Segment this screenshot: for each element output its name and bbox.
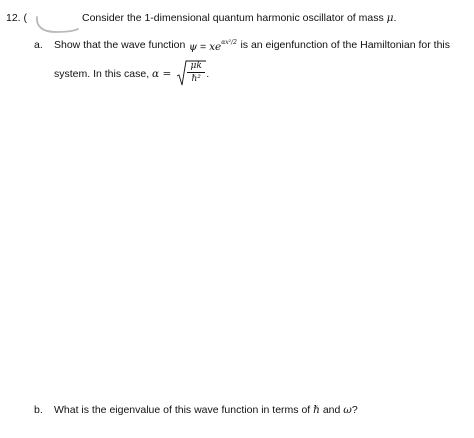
and-word: and [322,404,341,416]
hbar-symbol: ℏ [313,404,320,416]
part-a-line2-prefix: system. In this case, [54,67,150,80]
x-symbol: x [209,41,216,53]
fraction-numerator: μk [187,60,205,73]
question-text-suffix: . [393,12,397,24]
part-a-line2-suffix: . [206,67,210,80]
part-a-line1-suffix: is an eigenfunction of the Hamiltonian for this [240,39,450,51]
part-a-line-2 [54,60,209,88]
part-a-line1-prefix: Show that the wave function [54,39,186,51]
fraction [187,60,205,85]
question-number: 12. ( [6,12,28,24]
part-a-label: a. [34,39,43,51]
part-b-text-suffix: ? [351,404,358,416]
omega-symbol: ω [343,404,352,416]
sqrt-expression [176,60,206,88]
question-text [82,12,396,24]
equals-sign: = [200,41,207,53]
mass-symbol: μ [386,12,394,24]
psi-symbol: ψ [188,41,198,53]
question-text-prefix: Consider the 1-dimensional quantum harmonic oscillator of mass [82,12,384,24]
part-a-line-1 [54,39,450,53]
fraction-denominator: ℏ² [191,74,201,84]
exponent: αx²/2 [221,39,237,46]
handwritten-underline-mark [34,14,80,36]
part-b-text-prefix: What is the eigenvalue of this wave function in terms of [54,404,311,416]
part-b-text [54,404,358,416]
wave-function-expression [189,39,237,53]
part-b-label: b. [34,404,43,416]
alpha-equals: α = [152,67,172,80]
e-symbol: e [215,41,222,53]
